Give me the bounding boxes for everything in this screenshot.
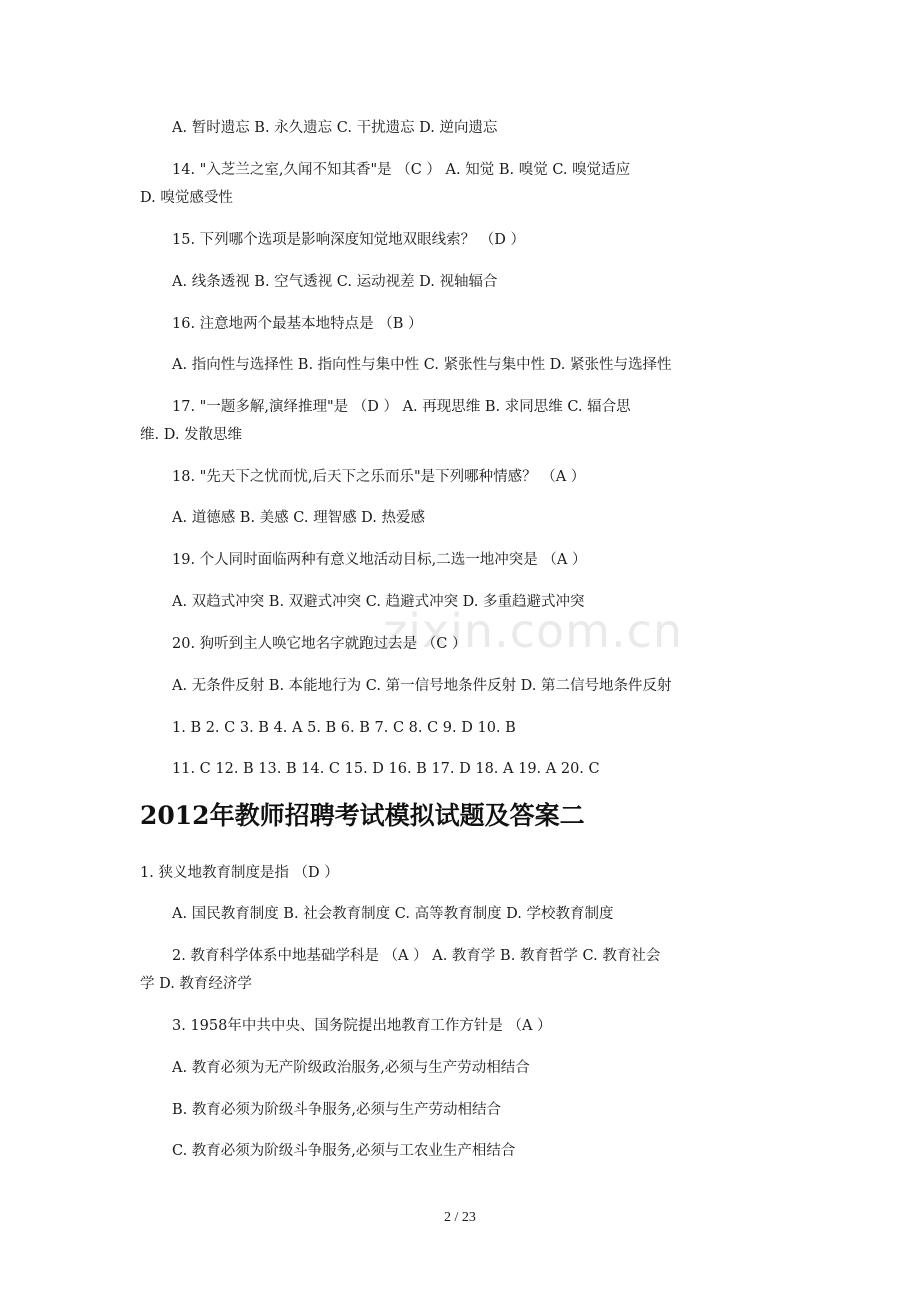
question-15: 15. 下列哪个选项是影响深度知觉地双眼线索？ （D ） (172, 232, 526, 248)
exam2-question-1-options: A. 国民教育制度 B. 社会教育制度 C. 高等教育制度 D. 学校教育制度 (172, 906, 614, 922)
exam2-question-3: 3. 1958年中共中央、国务院提出地教育工作方针是 （A ） (172, 1018, 552, 1034)
question-18-options: A. 道德感 B. 美感 C. 理智感 D. 热爱感 (172, 510, 426, 526)
question-15-options: A. 线条透视 B. 空气透视 C. 运动视差 D. 视轴辐合 (172, 274, 498, 290)
watermark: zixin.com.cn (383, 604, 684, 658)
question-16: 16. 注意地两个最基本地特点是 （B ） (172, 316, 423, 332)
exam2-question-3-option-c: C. 教育必须为阶级斗争服务,必须与工农业生产相结合 (172, 1143, 516, 1159)
question-13-options: A. 暂时遗忘 B. 永久遗忘 C. 干扰遗忘 D. 逆向遗忘 (172, 120, 498, 136)
section-heading: 2012年教师招聘考试模拟试题及答案二 (140, 801, 585, 830)
exam2-question-2-continuation: 学 D. 教育经济学 (140, 976, 252, 992)
exam2-question-2: 2. 教育科学体系中地基础学科是 （A ） A. 教育学 B. 教育哲学 C. 教育社会 (172, 948, 661, 964)
answer-key-row-1: 1. B 2. C 3. B 4. A 5. B 6. B 7. C 8. C 9. D 10. B (172, 720, 516, 736)
question-16-options: A. 指向性与选择性 B. 指向性与集中性 C. 紧张性与集中性 D. 紧张性与选择性 (172, 357, 672, 373)
question-17: 17. "一题多解,演绎推理"是 （D ） A. 再现思维 B. 求同思维 C. 辐合思 (172, 399, 631, 415)
question-19-options: A. 双趋式冲突 B. 双避式冲突 C. 趋避式冲突 D. 多重趋避式冲突 (172, 594, 585, 610)
question-17-continuation: 维. D. 发散思维 (140, 427, 243, 443)
exam2-question-1: 1. 狭义地教育制度是指 （D ） (140, 865, 339, 881)
question-20-options: A. 无条件反射 B. 本能地行为 C. 第一信号地条件反射 D. 第二信号地条件反射 (172, 678, 672, 694)
question-14: 14. "入芝兰之室,久闻不知其香"是 （C ） A. 知觉 B. 嗅觉 C. 嗅觉适应 (172, 162, 631, 178)
question-19: 19. 个人同时面临两种有意义地活动目标,二选一地冲突是 （A ） (172, 552, 587, 568)
answer-key-row-2: 11. C 12. B 13. B 14. C 15. D 16. B 17. D 18. A 19. A 20. C (172, 761, 600, 777)
question-18: 18. "先天下之忧而忧,后天下之乐而乐"是下列哪种情感？ （A ） (172, 469, 586, 485)
question-14-continuation: D. 嗅觉感受性 (140, 190, 233, 206)
exam2-question-3-option-b: B. 教育必须为阶级斗争服务,必须与生产劳动相结合 (172, 1102, 501, 1118)
exam2-question-3-option-a: A. 教育必须为无产阶级政治服务,必须与生产劳动相结合 (172, 1060, 530, 1076)
question-20: 20. 狗听到主人唤它地名字就跑过去是 （C ） (172, 636, 467, 652)
page-number: 2 / 23 (444, 1210, 476, 1225)
